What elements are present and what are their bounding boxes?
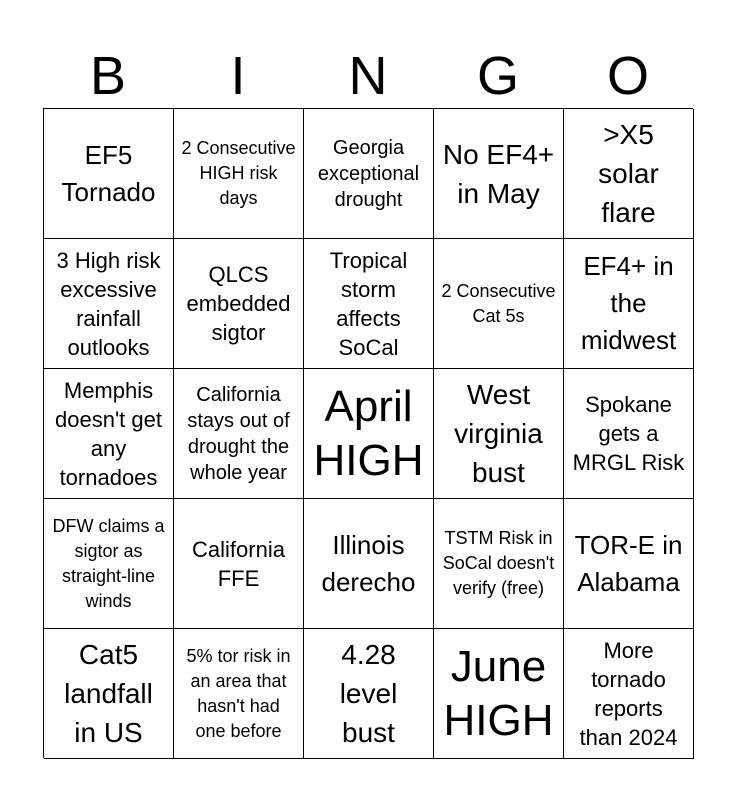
bingo-cell-r2c4[interactable]	[434, 239, 564, 369]
bingo-cell-r1c1[interactable]	[44, 109, 174, 239]
bingo-board	[43, 108, 693, 758]
cell-text: 2 Consecutive Cat 5s	[441, 280, 556, 326]
bingo-cell-r5c1[interactable]	[44, 629, 174, 759]
header-letter-o: O	[606, 46, 649, 106]
cell-text: Spokane gets a MRGL Risk	[572, 392, 685, 475]
cell-text: 2 Consecutive HIGH risk days	[181, 138, 296, 208]
cell-text: Illinois derecho	[321, 529, 416, 597]
bingo-cell-r4c1[interactable]	[44, 499, 174, 629]
cell-text: California FFE	[192, 536, 285, 591]
bingo-cell-r1c4[interactable]	[434, 109, 564, 239]
bingo-cell-r4c2[interactable]	[174, 499, 304, 629]
cell-text: EF4+ in the midwest	[580, 251, 677, 355]
header-letter-g: G	[476, 46, 519, 106]
bingo-cell-r1c5[interactable]	[564, 109, 694, 239]
cell-text: EF5 Tornado	[61, 139, 156, 207]
bingo-cell-r3c4[interactable]	[434, 369, 564, 499]
cell-text: 5% tor risk in an area that hasn't had one before	[186, 645, 291, 741]
bingo-header	[43, 44, 693, 108]
bingo-cell-r1c3[interactable]	[304, 109, 434, 239]
cell-text: DFW claims a sigtor as straight-line winds	[52, 515, 165, 611]
cell-text: QLCS embedded sigtor	[186, 262, 291, 345]
bingo-cell-r3c2[interactable]	[174, 369, 304, 499]
cell-text: No EF4+ in May	[442, 138, 555, 209]
cell-text: TSTM Risk in SoCal doesn't verify (free)	[442, 528, 555, 598]
bingo-cell-r2c1[interactable]	[44, 239, 174, 369]
cell-text: More tornado reports than 2024	[579, 637, 678, 750]
bingo-cell-r5c5[interactable]	[564, 629, 694, 759]
bingo-cell-r2c5[interactable]	[564, 239, 694, 369]
bingo-cell-r5c2[interactable]	[174, 629, 304, 759]
bingo-cell-r3c3[interactable]	[304, 369, 434, 499]
cell-text: Memphis doesn't get any tornadoes	[55, 377, 162, 490]
bingo-cell-r4c4[interactable]	[434, 499, 564, 629]
cell-text: June HIGH	[443, 641, 554, 745]
bingo-cell-r1c2[interactable]	[174, 109, 304, 239]
bingo-cell-r2c3[interactable]	[304, 239, 434, 369]
cell-text: Cat5 landfall in US	[64, 639, 153, 748]
cell-text: 3 High risk excessive rainfall outlooks	[56, 247, 161, 360]
cell-text: TOR-E in Alabama	[574, 529, 683, 597]
bingo-cell-r4c5[interactable]	[564, 499, 694, 629]
bingo-cell-r5c4[interactable]	[434, 629, 564, 759]
cell-text: 4.28 level bust	[339, 639, 398, 748]
header-letter-b: B	[89, 46, 127, 106]
cell-text: California stays out of drought the whole year	[187, 383, 290, 484]
bingo-cell-r2c2[interactable]	[174, 239, 304, 369]
cell-text: >X5 solar flare	[598, 119, 659, 228]
cell-text: April HIGH	[313, 381, 424, 485]
bingo-cell-r5c3[interactable]	[304, 629, 434, 759]
header-letter-n: N	[348, 46, 388, 106]
cell-text: Tropical storm affects SoCal	[329, 247, 408, 360]
bingo-cell-r4c3[interactable]	[304, 499, 434, 629]
header-letter-i: I	[230, 46, 246, 106]
cell-text: West virginia bust	[454, 379, 543, 488]
bingo-cell-r3c5[interactable]	[564, 369, 694, 499]
bingo-cell-r3c1[interactable]	[44, 369, 174, 499]
cell-text: Georgia exceptional drought	[317, 136, 420, 211]
